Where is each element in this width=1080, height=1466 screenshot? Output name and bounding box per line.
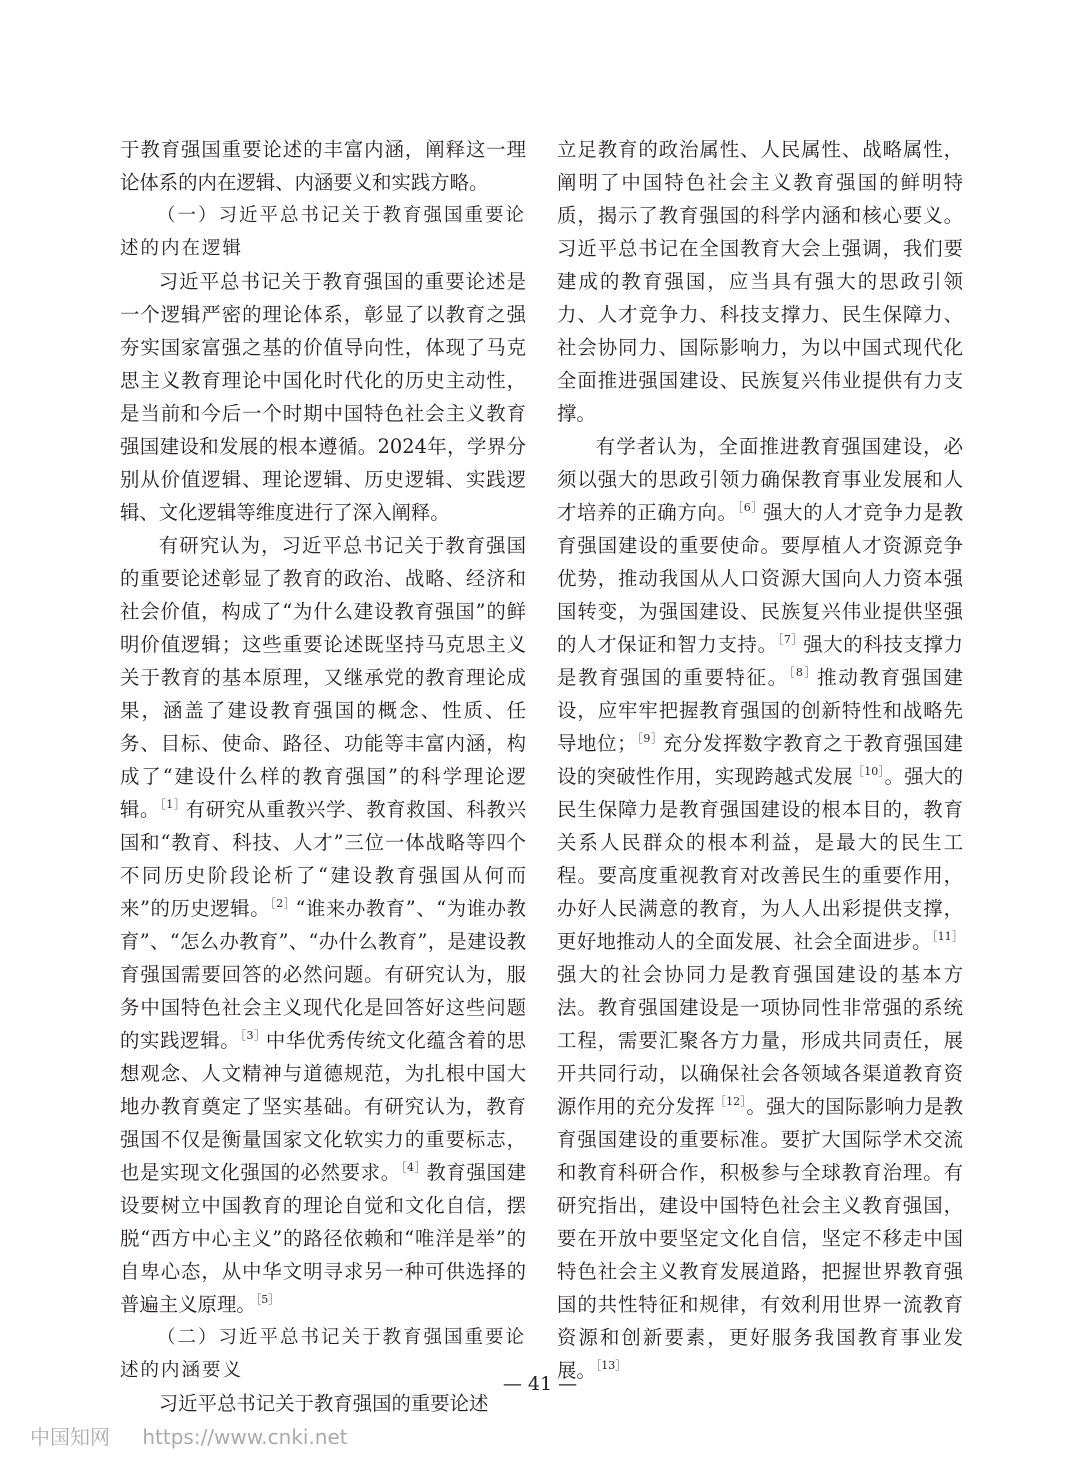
paragraph — [557, 430, 963, 1387]
paragraph — [120, 529, 526, 1321]
section-heading: （一）习近平总书记关于教育强国重要论述的内在逻辑 — [120, 205, 527, 259]
text-span: 有研究认为，习近平总书记关于教育强国的重要论述彰显了教育的政治、战略、经济和社会价值，构成了“为什么建设教育强国”的鲜明价值逻辑；这些重要论述既坚持马克思主义关于教育的基本原理，又继承党的教育理论成果，涵盖了建设教育强国的概念、性质、任务、目标、使命、路径、功能等丰富内涵，构成了“建设什么样的教育强国”的科学理论逻辑。 — [120, 534, 526, 821]
citation-ref[interactable]: ［4］ — [400, 1161, 427, 1174]
text-span: 有研究从重教兴学、教育救国、科教兴国和“教育、科技、人才”三位一体战略等四个不同历史阶段论析了“建设教育强国从何而来”的历史逻辑。 — [120, 798, 527, 920]
right-column — [557, 133, 963, 1387]
text-span: 教育强国建设要树立中国教育的理论自觉和文化自信，摆脱“西方中心主义”的路径依赖和“唯洋是举”的自卑心态，从中华文明寻求另一种可供选择的普遍主义原理。 — [120, 1161, 527, 1316]
citation-ref[interactable]: ［9］ — [636, 732, 663, 745]
text-span: 有学者认为，全面推进教育强国建设，必须以强大的思政引领力确保教育事业发展和人才培养的正确方向。 — [557, 435, 963, 524]
paragraph: 立足教育的政治属性、人民属性、战略属性，阐明了中国特色社会主义教育强国的鲜明特质，揭示了教育强国的科学内涵和核心要义。习近平总书记在全国教育大会上强调，我们要建成的教育强国，应当具有强大的思政引领力、人才竞争力、科技支撑力、民生保障力、社会协同力、国际影响力，为以中国式现代化全面推进强国建设、民族复兴伟业提供有力支撑。 — [557, 138, 963, 425]
citation-ref[interactable]: ［13］ — [595, 1359, 627, 1372]
cnki-watermark — [30, 1421, 348, 1450]
citation-ref[interactable]: ［10］ — [852, 765, 885, 778]
text-span: 推动教育强国建设，应牢牢把握教育强国的创新特性和战略先导地位； — [557, 666, 964, 755]
text-span: 。强大的民生保障力是教育强国建设的根本目的，教育关系人民群众的根本利益，是最大的民生工程。要高度重视教育对改善民生的重要作用，办好人民满意的教育，为人人出彩提供支撑，更好地推动人的全面发展、社会全面进步。 — [557, 765, 964, 953]
citation-ref[interactable]: ［8］ — [788, 666, 818, 679]
cnki-url[interactable]: https://www.cnki.net — [142, 1425, 348, 1449]
left-column — [120, 133, 526, 1420]
text-span: 中华优秀传统文化蕴含着的思想观念、人文精神与道德规范，为扎根中国大地办教育奠定了坚实基础。有研究认为，教育强国不仅是衡量国家文化软实力的重要标志，也是实现文化强国的必然要求。 — [120, 1029, 527, 1184]
citation-ref[interactable]: ［7］ — [777, 633, 804, 646]
citation-ref[interactable]: ［6］ — [737, 501, 764, 514]
text-span: 强大的科技支撑力是教育强国的重要特征。 — [557, 633, 964, 689]
citation-ref[interactable]: ［5］ — [255, 1293, 280, 1306]
text-span: “谁来办教育”、“为谁办教育”、“怎么办教育”、“办什么教育”，是建设教育强国需要回答的必然问题。有研究认为，服务中国特色社会主义现代化是回答好这些问题的实践逻辑。 — [120, 897, 526, 1052]
paragraph: 于教育强国重要论述的丰富内涵，阐释这一理论体系的内在逻辑、内涵要义和实践方略。 — [120, 138, 526, 194]
citation-ref[interactable]: ［12］ — [714, 1095, 747, 1108]
cnki-logo: 中国知网 — [30, 1425, 110, 1449]
text-span: 。强大的国际影响力是教育强国建设的重要标准。要扩大国际学术交流和教育科研合作，积极参与全球教育治理。有研究指出，建设中国特色社会主义教育强国，要在开放中要坚定文化自信，坚定不移走中国特色社会主义教育发展道路，把握世界教育强国的共性特征和规律，有效利用世界一流教育资源和创新要素，更好服务我国教育事业发展。 — [557, 1095, 964, 1382]
paragraph: 习近平总书记关于教育强国的重要论述 — [158, 1392, 489, 1415]
text-span: 强大的人才竞争力是教育强国建设的重要使命。要厚植人才资源竞争优势，推动我国从人口资源大国向人力资本强国转变，为强国建设、民族复兴伟业提供坚强的人才保证和智力支持。 — [557, 501, 964, 656]
page-number: — 41 — — [502, 1373, 578, 1395]
section-heading: （二）习近平总书记关于教育强国重要论述的内涵要义 — [120, 1327, 527, 1381]
citation-ref[interactable]: ［1］ — [160, 798, 186, 811]
paragraph: 习近平总书记关于教育强国的重要论述是一个逻辑严密的理论体系，彰显了以教育之强夯实国家富强之基的价值导向性，体现了马克思主义教育理论中国化时代化的历史主动性，是当前和今后一个时期中国特色社会主义教育强国建设和发展的根本遵循。2024年，学界分别从价值逻辑、理论逻辑、历史逻辑、实践逻辑、文化逻辑等维度进行了深入阐释。 — [120, 270, 526, 524]
citation-ref[interactable]: ［2］ — [270, 897, 296, 910]
text-span: 充分发挥数字教育之于教育强国建设的突破性作用，实现跨越式发展 — [557, 732, 964, 788]
citation-ref[interactable]: ［3］ — [240, 1029, 266, 1042]
text-span: 强大的社会协同力是教育强国建设的基本方法。教育强国建设是一项协同性非常强的系统工程，需要汇聚各方力量，形成共同责任，展开共同行动，以确保社会各领域各渠道教育资源作用的充分发挥 — [557, 963, 963, 1118]
citation-ref[interactable]: ［11］ — [931, 930, 963, 943]
